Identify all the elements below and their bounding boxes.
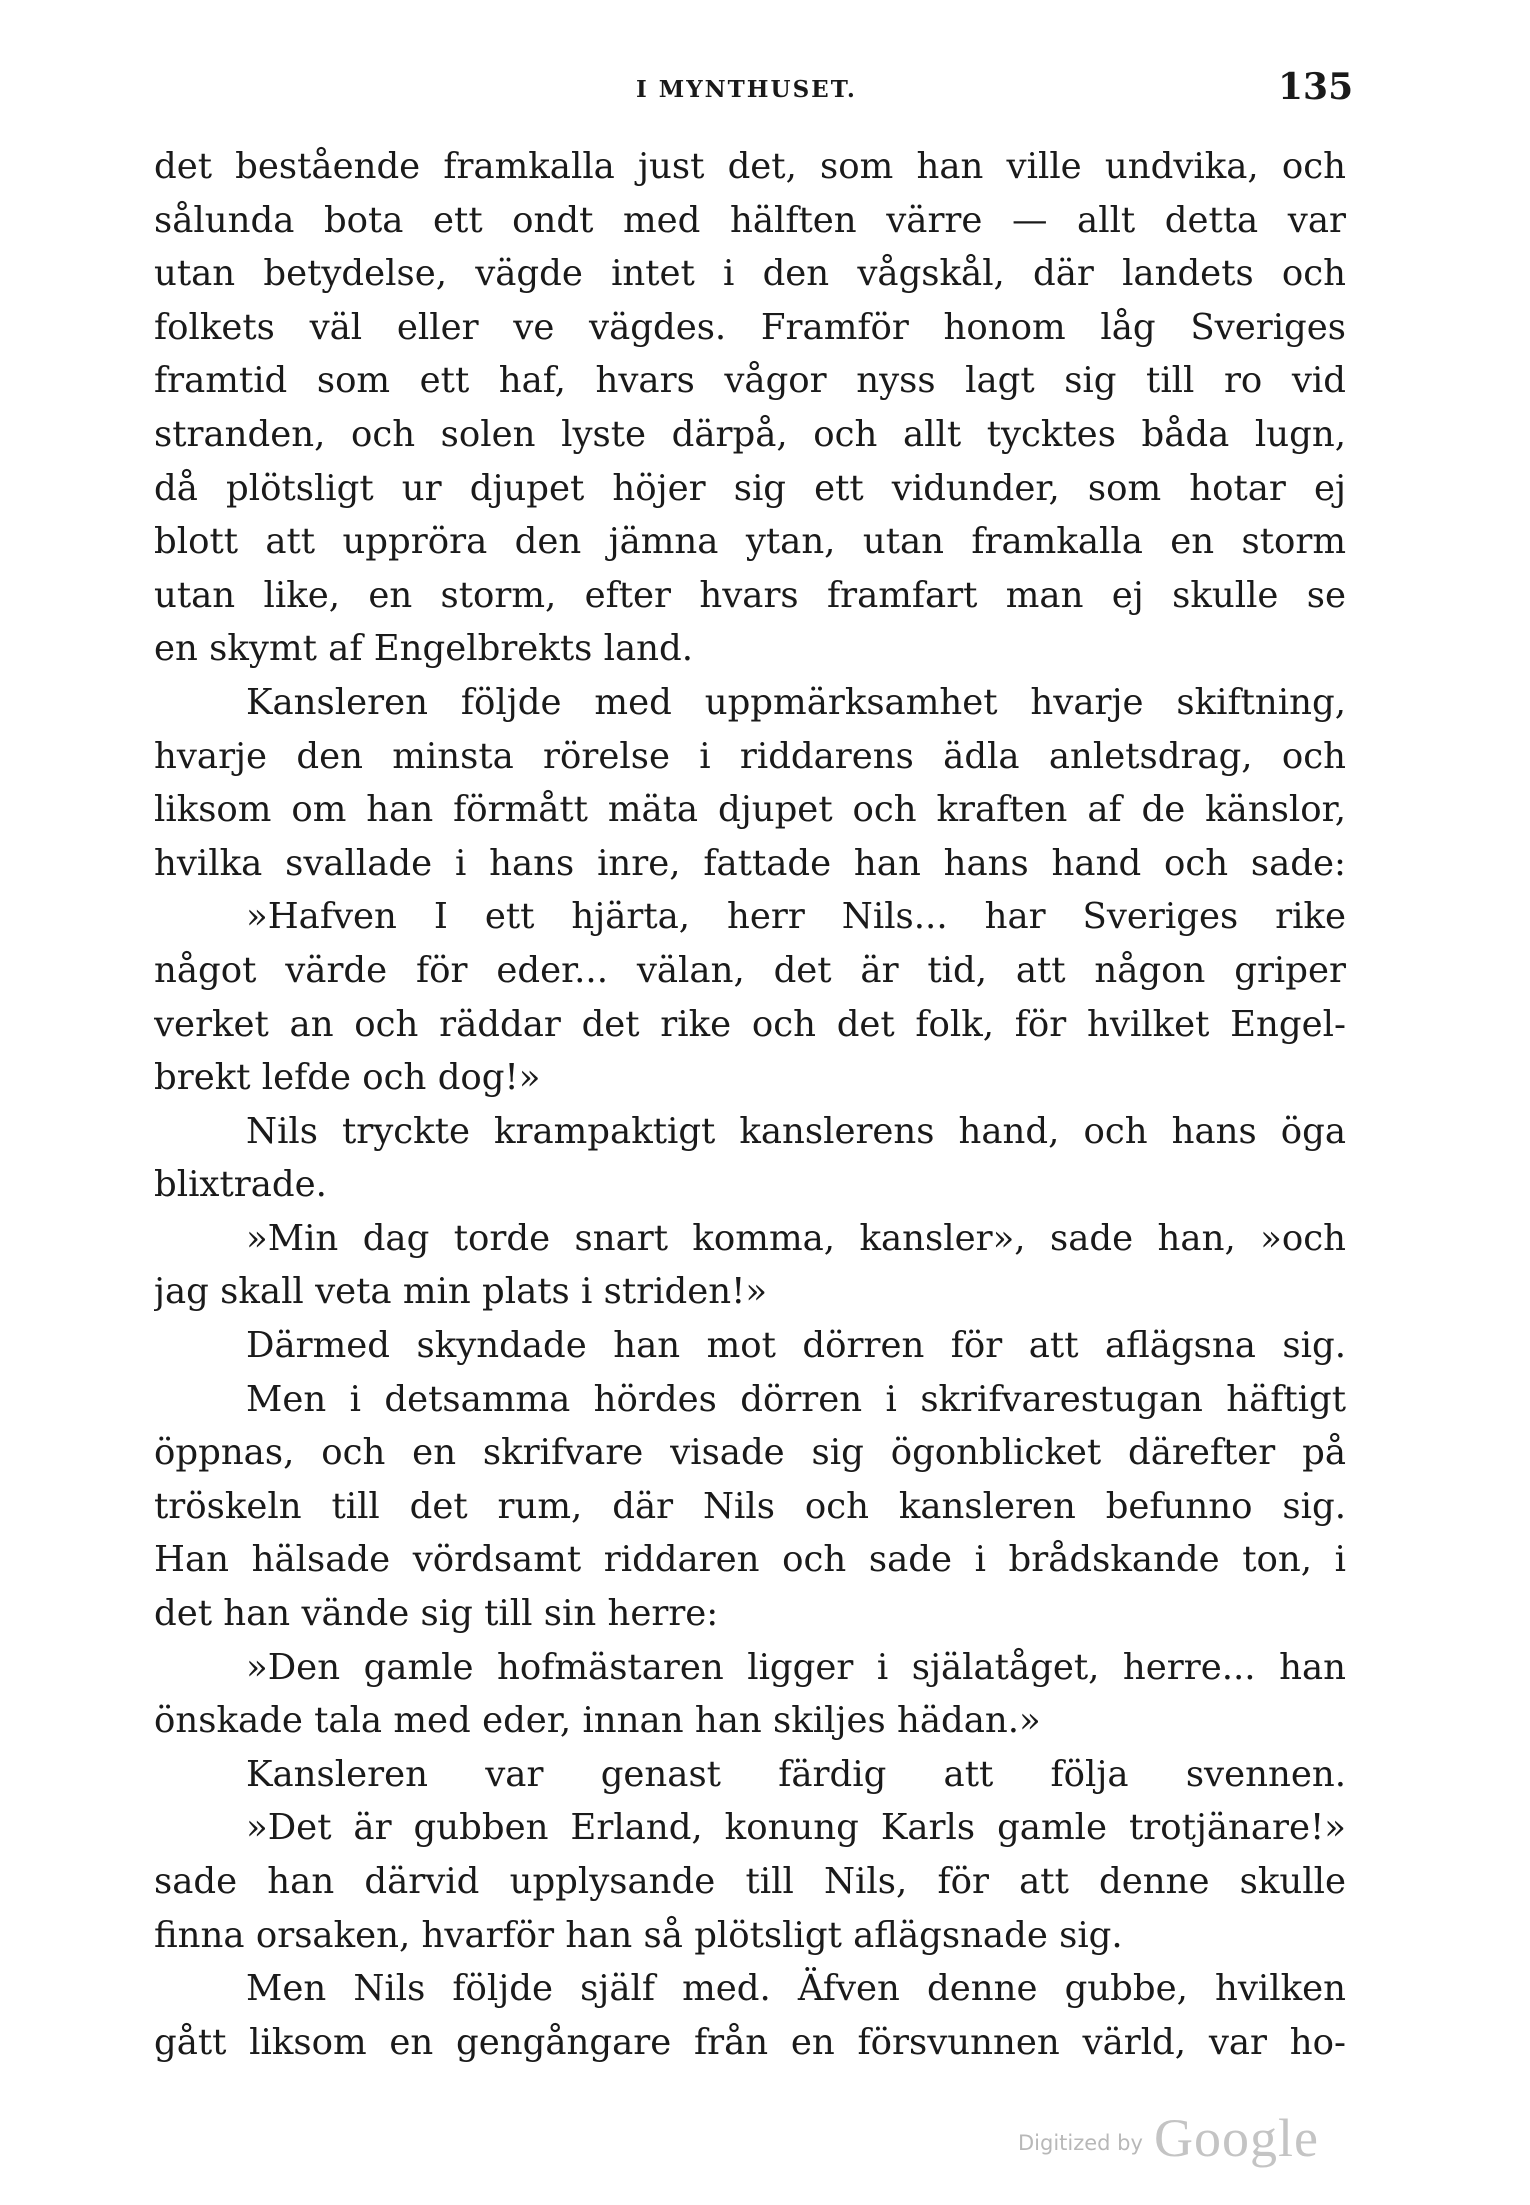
text-line: utan betydelse, vägde intet i den vågskål, där landets och (154, 253, 1346, 295)
text-line: det bestående framkalla just det, som han ville undvika, och (154, 146, 1346, 187)
text-line: utan like, en storm, efter hvars framfart man ej skulle se (154, 574, 1346, 616)
text-line: Kansleren följde med uppmärksamhet hvarje skiftning, (246, 681, 1346, 723)
text-line: hvarje den minsta rörelse i riddarens ädla anletsdrag, och (154, 735, 1346, 777)
text-line: blixtrade. (154, 1164, 327, 1206)
text-line: något värde för eder... välan, det är tid, att någon griper (154, 949, 1346, 991)
text-line: »Det är gubben Erland, konung Karls gamle trotjänare!» (246, 1807, 1346, 1849)
text-line: sade han därvid upplysande till Nils, för att denne skulle (154, 1861, 1346, 1902)
body-text (154, 140, 1346, 2069)
text-line: gått liksom en gengångare från en försvunnen värld, var ho- (154, 2021, 1346, 2063)
text-line: Men i detsamma hördes dörren i skrifvarestugan häftigt (246, 1378, 1346, 1420)
text-line: »Hafven I ett hjärta, herr Nils... har Sveriges rike (246, 896, 1346, 938)
watermark-prefix: Digitized by (1018, 2131, 1143, 2155)
text-line: Han hälsade vördsamt riddaren och sade i brådskande ton, i (154, 1539, 1346, 1581)
text-line: brekt lefde och dog!» (154, 1057, 541, 1099)
text-line: hvilka svallade i hans inre, fattade han hans hand och sade: (154, 842, 1346, 884)
digitized-watermark (1018, 2107, 1348, 2167)
text-line: öppnas, och en skrifvare visade sig ögonblicket därefter på (154, 1432, 1346, 1474)
text-line: tröskeln till det rum, där Nils och kansleren befunno sig. (154, 1485, 1346, 1527)
text-line: stranden, och solen lyste därpå, och allt tycktes båda lugn, (154, 413, 1346, 455)
running-head (0, 66, 1530, 114)
text-line: Nils tryckte krampaktigt kanslerens hand, och hans öga (246, 1110, 1346, 1152)
text-line: liksom om han förmått mäta djupet och kraften af de känslor, (154, 789, 1346, 831)
text-line: då plötsligt ur djupet höjer sig ett vidunder, som hotar ej (154, 467, 1346, 509)
text-line: framtid som ett haf, hvars vågor nyss lagt sig till ro vid (154, 360, 1346, 402)
running-title: I MYNTHUSET. (636, 76, 857, 103)
text-line: folkets väl eller ve vägdes. Framför honom låg Sveriges (154, 306, 1346, 348)
text-line: finna orsaken, hvarför han så plötsligt aflägsnade sig. (154, 1914, 1123, 1956)
text-line: det han vände sig till sin herre: (154, 1593, 719, 1635)
page-number: 135 (1278, 66, 1354, 108)
text-line: Kansleren var genast färdig att följa svennen. (246, 1753, 1346, 1795)
google-logo: Google (1154, 2108, 1319, 2168)
text-line: Därmed skyndade han mot dörren för att aflägsna sig. (246, 1325, 1346, 1367)
text-line: blott att uppröra den jämna ytan, utan framkalla en storm (154, 521, 1346, 563)
text-line: verket an och räddar det rike och det folk, för hvilket Engel- (154, 1003, 1346, 1045)
text-line: önskade tala med eder, innan han skiljes hädan.» (154, 1700, 1041, 1742)
text-line: »Min dag torde snart komma, kansler», sade han, »och (246, 1217, 1346, 1259)
text-line: sålunda bota ett ondt med hälften värre — allt detta var (154, 199, 1346, 241)
text-line: Men Nils följde själf med. Äfven denne gubbe, hvilken (246, 1968, 1346, 2010)
text-line: »Den gamle hofmästaren ligger i själatåget, herre... han (246, 1646, 1346, 1688)
text-line: en skymt af Engelbrekts land. (154, 628, 693, 670)
text-line: jag skall veta min plats i striden!» (154, 1271, 768, 1313)
